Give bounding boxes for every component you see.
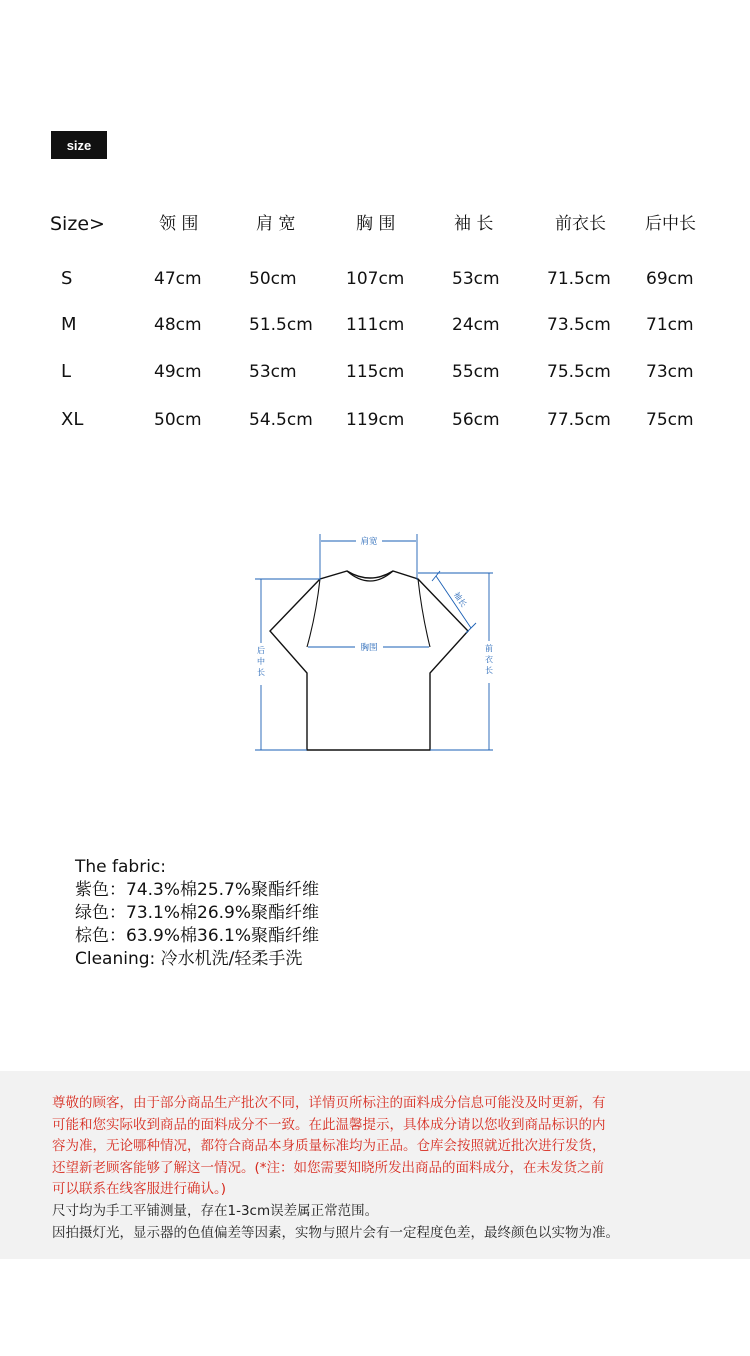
notice-measure-line: 尺寸均为手工平铺测量，存在1-3cm误差属正常范围。 bbox=[52, 1202, 379, 1219]
row-size: S bbox=[61, 268, 73, 289]
cell-shoulder: 54.5cm bbox=[249, 410, 313, 430]
cell-chest: 115cm bbox=[346, 362, 405, 382]
cell-sleeve: 56cm bbox=[452, 410, 500, 430]
table-row bbox=[0, 310, 750, 340]
size-badge-label: size bbox=[66, 137, 92, 153]
notice-red-line: 可能和您实际收到商品的面料成分不一致。在此温馨提示，具体成分请以您收到商品标识的内 bbox=[52, 1116, 606, 1133]
notice-red-line: 尊敬的顾客，由于部分商品生产批次不同，详情页所标注的面料成分信息可能没及时更新，有 bbox=[52, 1095, 606, 1111]
header-back-length: 后中长 bbox=[645, 214, 696, 234]
header-sleeve: 袖 长 bbox=[454, 214, 494, 234]
cell-front-length: 75.5cm bbox=[547, 362, 611, 382]
cell-back-length: 69cm bbox=[646, 269, 694, 289]
cell-front-length: 71.5cm bbox=[547, 269, 611, 289]
notice-text bbox=[52, 1093, 712, 1244]
cell-chest: 107cm bbox=[346, 269, 405, 289]
sleeve-label: 袖长 bbox=[451, 590, 469, 609]
front-length-label: 前衣长 bbox=[484, 644, 494, 677]
row-size: L bbox=[61, 361, 72, 382]
cell-back-length: 71cm bbox=[646, 315, 694, 335]
cell-back-length: 75cm bbox=[646, 410, 694, 430]
fabric-line-brown: 棕色：63.9%棉36.1%聚酯纤维 bbox=[75, 926, 320, 946]
cell-back-length: 73cm bbox=[646, 362, 694, 382]
chest-label: 胸围 bbox=[360, 643, 378, 653]
fabric-line-green: 绿色：73.1%棉26.9%聚酯纤维 bbox=[75, 903, 320, 923]
fabric-info bbox=[75, 856, 575, 971]
table-row bbox=[0, 264, 750, 294]
fabric-line-purple: 紫色：74.3%棉25.7%聚酯纤维 bbox=[75, 880, 320, 900]
cell-sleeve: 53cm bbox=[452, 269, 500, 289]
header-front-length: 前衣长 bbox=[555, 214, 606, 234]
table-header-row bbox=[0, 209, 750, 239]
size-badge bbox=[51, 131, 107, 159]
cell-collar: 50cm bbox=[154, 410, 202, 430]
row-size: XL bbox=[61, 409, 84, 430]
header-size: Size> bbox=[50, 213, 105, 235]
cell-chest: 119cm bbox=[346, 410, 405, 430]
cell-collar: 48cm bbox=[154, 315, 202, 335]
fabric-line-cleaning: Cleaning: 冷水机洗/轻柔手洗 bbox=[75, 949, 303, 969]
tshirt-outline bbox=[270, 571, 468, 750]
cell-shoulder: 53cm bbox=[249, 362, 297, 382]
row-size: M bbox=[61, 314, 77, 335]
header-shoulder: 肩 宽 bbox=[256, 214, 296, 234]
tshirt-collar bbox=[347, 571, 393, 581]
shoulder-label: 肩宽 bbox=[360, 537, 378, 547]
cell-shoulder: 50cm bbox=[249, 269, 297, 289]
notice-panel bbox=[0, 1071, 750, 1259]
cell-sleeve: 55cm bbox=[452, 362, 500, 382]
fabric-title: The fabric: bbox=[75, 857, 167, 877]
cell-front-length: 77.5cm bbox=[547, 410, 611, 430]
header-chest: 胸 围 bbox=[356, 214, 396, 234]
cell-collar: 47cm bbox=[154, 269, 202, 289]
cell-collar: 49cm bbox=[154, 362, 202, 382]
table-row bbox=[0, 357, 750, 387]
back-length-label: 后中长 bbox=[256, 646, 266, 679]
notice-red-line: 容为准，无论哪种情况，都符合商品本身质量标准均为正品。仓库会按照就近批次进行发货， bbox=[52, 1138, 606, 1155]
notice-color-line: 因拍摄灯光，显示器的色值偏差等因素，实物与照片会有一定程度色差，最终颜色以实物为准。 bbox=[52, 1224, 619, 1241]
table-row bbox=[0, 405, 750, 435]
cell-chest: 111cm bbox=[346, 315, 405, 335]
header-collar: 领 围 bbox=[159, 214, 199, 234]
tshirt-left-armhole bbox=[307, 579, 320, 647]
cell-shoulder: 51.5cm bbox=[249, 315, 313, 335]
cell-sleeve: 24cm bbox=[452, 315, 500, 335]
tshirt-measurement-diagram bbox=[250, 525, 500, 765]
notice-red-line: 可以联系在线客服进行确认。) bbox=[52, 1181, 227, 1198]
notice-red-line: 还望新老顾客能够了解这一情况。(*注：如您需要知晓所发出商品的面料成分，在未发货之前 bbox=[52, 1159, 605, 1176]
cell-front-length: 73.5cm bbox=[547, 315, 611, 335]
